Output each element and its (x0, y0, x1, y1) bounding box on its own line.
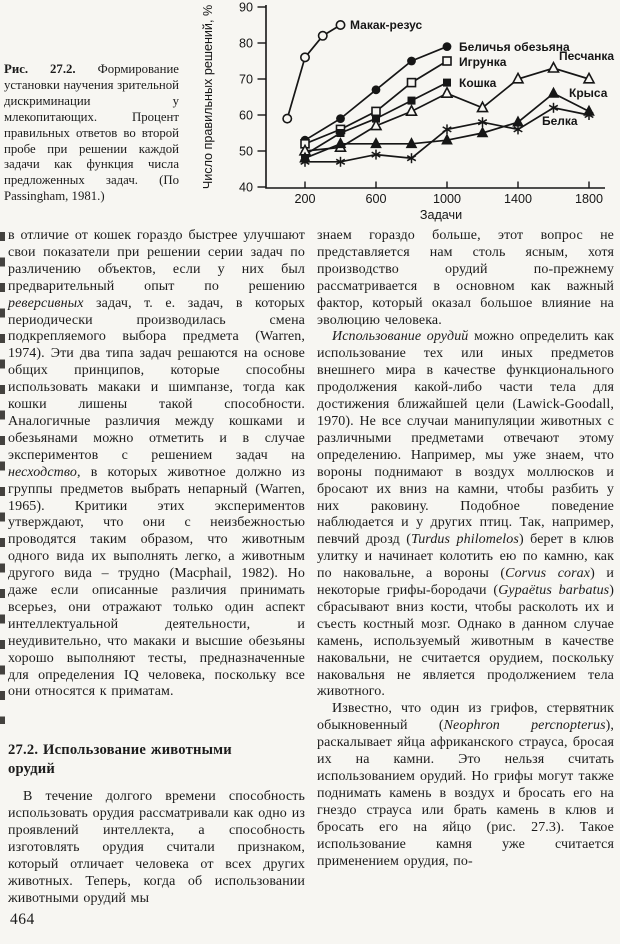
right-column (317, 228, 614, 870)
svg-text:200: 200 (294, 192, 316, 206)
svg-text:Крыса: Крыса (569, 86, 608, 100)
svg-text:Песчанка: Песчанка (559, 49, 615, 63)
svg-text:1400: 1400 (503, 192, 533, 206)
left-column (8, 228, 305, 908)
figure-caption: Рис. 27.2. Формирование установки научения зрительной дискриминации у млекопитающих. Процент правильных ответов во второй пробе при решении каждой задачи как функция числа предложенных задач. (По Passingham, 1981.) (4, 62, 179, 204)
svg-text:Кошка: Кошка (459, 76, 497, 90)
body-paragraph: Использование орудий можно определить как использование тех или иных предметов внешнего мира в качестве функционального продолжения какой-либо части тела для достижения ближайшей цели (Lawick-Goodall, 1970). Не все случаи манипуляции животных с различными предметами отвечают этому определению. Например, мы уже знаем, что вороны поднимают в воздух моллюсков и бросают их вниз на камни, чтобы разбить у них раковину. Подобное поведение наблюдается и у других птиц. Так, например, певчий дрозд (Turdus philomelos) берет в клюв улитку и начинает колотить ею по камню, как по наковальне, а вороны (Corvus corax) и некоторые грифы-бородачи (Gypaëtus barbatus) сбрасывают вниз кости, чтобы расколоть их и съесть костный мозг. Однако в данном случае камень, используемый животным в качестве наковальни, не считается орудием, поскольку наковальня не является продолжением тела животного. (317, 329, 614, 700)
svg-text:50: 50 (238, 144, 253, 159)
svg-text:Игрунка: Игрунка (459, 55, 507, 69)
section-heading: 27.2. Использование животными орудий (8, 742, 232, 778)
svg-text:70: 70 (238, 72, 253, 87)
svg-text:Задачи: Задачи (419, 208, 463, 222)
svg-text:Число правильных решений, %: Число правильных решений, % (201, 4, 215, 190)
page-number: 464 (10, 911, 35, 928)
svg-text:Беличья обезьяна: Беличья обезьяна (459, 40, 570, 54)
svg-text:1800: 1800 (574, 192, 604, 206)
body-paragraph: В течение долгого времени способность использовать орудия рассматривали как одно из проявлений интеллекта, а способность изготовлять орудия считали признаком, который отличает человека от всех других животных. Теперь, когда об использовании животными орудий мы (8, 789, 305, 906)
svg-text:90: 90 (238, 0, 253, 15)
svg-text:80: 80 (238, 36, 253, 51)
learning-curves-chart (185, 0, 620, 225)
body-paragraph: в отличие от кошек гораздо быстрее улучшают свои показатели при решении серии задач по различению объектов, если у них был предварительный опыт по решению реверсивных задач, т. е. задач, в которых периодически производилась смена подкрепляемого выбора предмета (Warren, 1974). Эти два типа задач решаются на основе общих принципов, которые способны использовать макаки и шимпанзе, тогда как кошки лишены такой способности. Аналогичные различия между кошками и обезьянами можно отметить и в случае экспериментов с решением задач на несходство, в которых животное должно из группы предметов выбрать непарный (Warren, 1965). Критики этих экспериментов утверждают, что они с неизбежностью проводятся таким образом, что животным одного вида их выполнять легко, а животным другого вида – трудно (Macphail, 1982). Но даже если описанные различия принимать всерьез, они отражают только один аспект интеллектуальной деятельности, и неудивительно, что макаки и высшие обезьяны хорошо выполняют тесты, предназначенные для определения IQ человека, поскольку все они относятся к приматам. (8, 228, 305, 700)
svg-text:600: 600 (365, 192, 387, 206)
body-paragraph: Известно, что один из грифов, стервятник обыкновенный (Neophron percnopterus), раскалывает яйца африканского страуса, бросая их на камни. Это нельзя считать использованием орудий. Но грифы могут также поднимать камень в воздух и бросать его на гнездо страуса или брать камень в клюв и бросать его на яйцо (рис. 27.3). Такое использование камня уже считается применением орудия, по- (317, 701, 615, 869)
scan-edge-artifacts (0, 232, 5, 724)
body-paragraph: знаем гораздо больше, этот вопрос не представляется нам столь ясным, хотя производство орудий по-прежнему рассматривается в основном как важный фактор, который оказал большое влияние на эволюцию человека. (317, 228, 614, 328)
svg-text:1000: 1000 (432, 192, 462, 206)
svg-text:Макак-резус: Макак-резус (350, 18, 423, 32)
svg-text:Белка: Белка (542, 114, 578, 128)
svg-text:40: 40 (238, 180, 253, 195)
svg-text:60: 60 (238, 108, 253, 123)
